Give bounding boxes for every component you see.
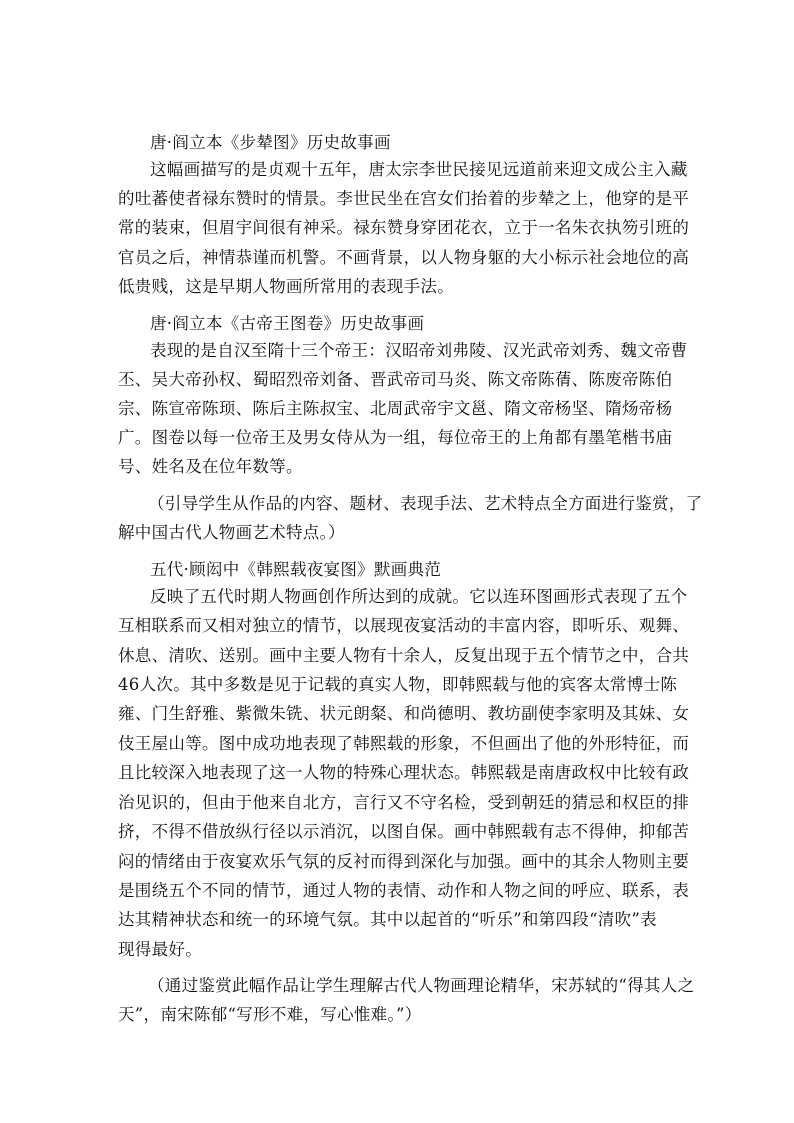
section-heading-hanxizai-yeyan-tu: 五代·顾闳中《韩熙载夜宴图》默画典范 xyxy=(150,560,442,579)
section-heading-bunian-tu: 唐·阎立本《步辇图》历史故事画 xyxy=(150,133,391,152)
paragraph-line: 低贵贱，这是早期人物画所常用的表现手法。 xyxy=(118,277,454,296)
teaching-note: （引导学生从作品的内容、题材、表现手法、艺术特点全方面进行鉴赏，了 xyxy=(148,494,703,513)
paragraph-line: 46人次。其中多数是见于记载的真实人物，即韩熙载与他的宾客太常博士陈 xyxy=(118,675,678,694)
paragraph-line: 休息、清吹、送别。画中主要人物有十余人，反复出现于五个情节之中，合共 xyxy=(118,646,690,665)
paragraph-line: 互相联系而又相对独立的情节，以展现夜宴活动的丰富内容，即听乐、观舞、 xyxy=(118,616,690,635)
paragraph-line: 广。图卷以每一位帝王及男女侍从为一组，每位帝王的上角都有墨笔楷书庙 xyxy=(118,428,673,447)
paragraph-line: 现得最好。 xyxy=(118,940,202,959)
section-heading-gudiwang-tujuan: 唐·阎立本《古帝王图卷》历史故事画 xyxy=(150,314,425,333)
paragraph-line: 伎王屋山等。图中成功地表现了韩熙载的形象，不但画出了他的外形特征，而 xyxy=(118,734,690,753)
teaching-note: （通过鉴赏此幅作品让学生理解古代人物画理论精华，宋苏轼的“得其人之 xyxy=(148,976,695,995)
paragraph-line: 是围绕五个不同的情节，通过人物的表情、动作和人物之间的呼应、联系，表 xyxy=(118,881,690,900)
paragraph-line: 丕、吴大帝孙权、蜀昭烈帝刘备、晋武帝司马炎、陈文帝陈蒨、陈废帝陈伯 xyxy=(118,370,673,389)
paragraph-line: 挤，不得不借放纵行径以示消沉，以图自保。画中韩熙载有志不得伸，抑郁苦 xyxy=(118,822,690,841)
paragraph-line: 这幅画描写的是贞观十五年，唐太宗李世民接见远道前来迎文成公主入藏 xyxy=(150,160,688,179)
paragraph-line: 达其精神状态和统一的环境气氛。其中以起首的“听乐”和第四段“清吹”表 xyxy=(118,910,657,929)
paragraph-line: 反映了五代时期人物画创作所达到的成就。它以连环图画形式表现了五个 xyxy=(150,587,688,606)
paragraph-line: 表现的是自汉至隋十三个帝王：汉昭帝刘弗陵、汉光武帝刘秀、魏文帝曹 xyxy=(150,341,688,360)
paragraph-line: 宗、陈宣帝陈顼、陈后主陈叔宝、北周武帝宇文邕、隋文帝杨坚、隋炀帝杨 xyxy=(118,399,673,418)
paragraph-line: 官员之后，神情恭谨而机警。不画背景，以人物身躯的大小标示社会地位的高 xyxy=(118,248,690,267)
paragraph-line: 常的装束，但眉宇间很有神采。禄东赞身穿团花衣，立于一名朱衣执笏引班的 xyxy=(118,218,690,237)
paragraph-line: 闷的情绪由于夜宴欢乐气氛的反衬而得到深化与加强。画中的其余人物则主要 xyxy=(118,852,690,871)
paragraph-line: 雍、门生舒雅、紫微朱铣、状元朗粲、和尚德明、教坊副使李家明及其妹、女 xyxy=(118,704,690,723)
paragraph-line: 号、姓名及在位年数等。 xyxy=(118,457,303,476)
paragraph-line: 治见识的，但由于他来自北方，言行又不守名检，受到朝廷的猜忌和权臣的排 xyxy=(118,793,690,812)
paragraph-line: 且比较深入地表现了这一人物的特殊心理状态。韩熙载是南唐政权中比较有政 xyxy=(118,763,690,782)
teaching-note: 天”，南宋陈郁“写形不难，写心惟难。”） xyxy=(118,1005,422,1024)
paragraph-line: 的吐蕃使者禄东赞时的情景。李世民坐在宫女们抬着的步辇之上，他穿的是平 xyxy=(118,189,690,208)
teaching-note: 解中国古代人物画艺术特点。） xyxy=(118,523,345,542)
